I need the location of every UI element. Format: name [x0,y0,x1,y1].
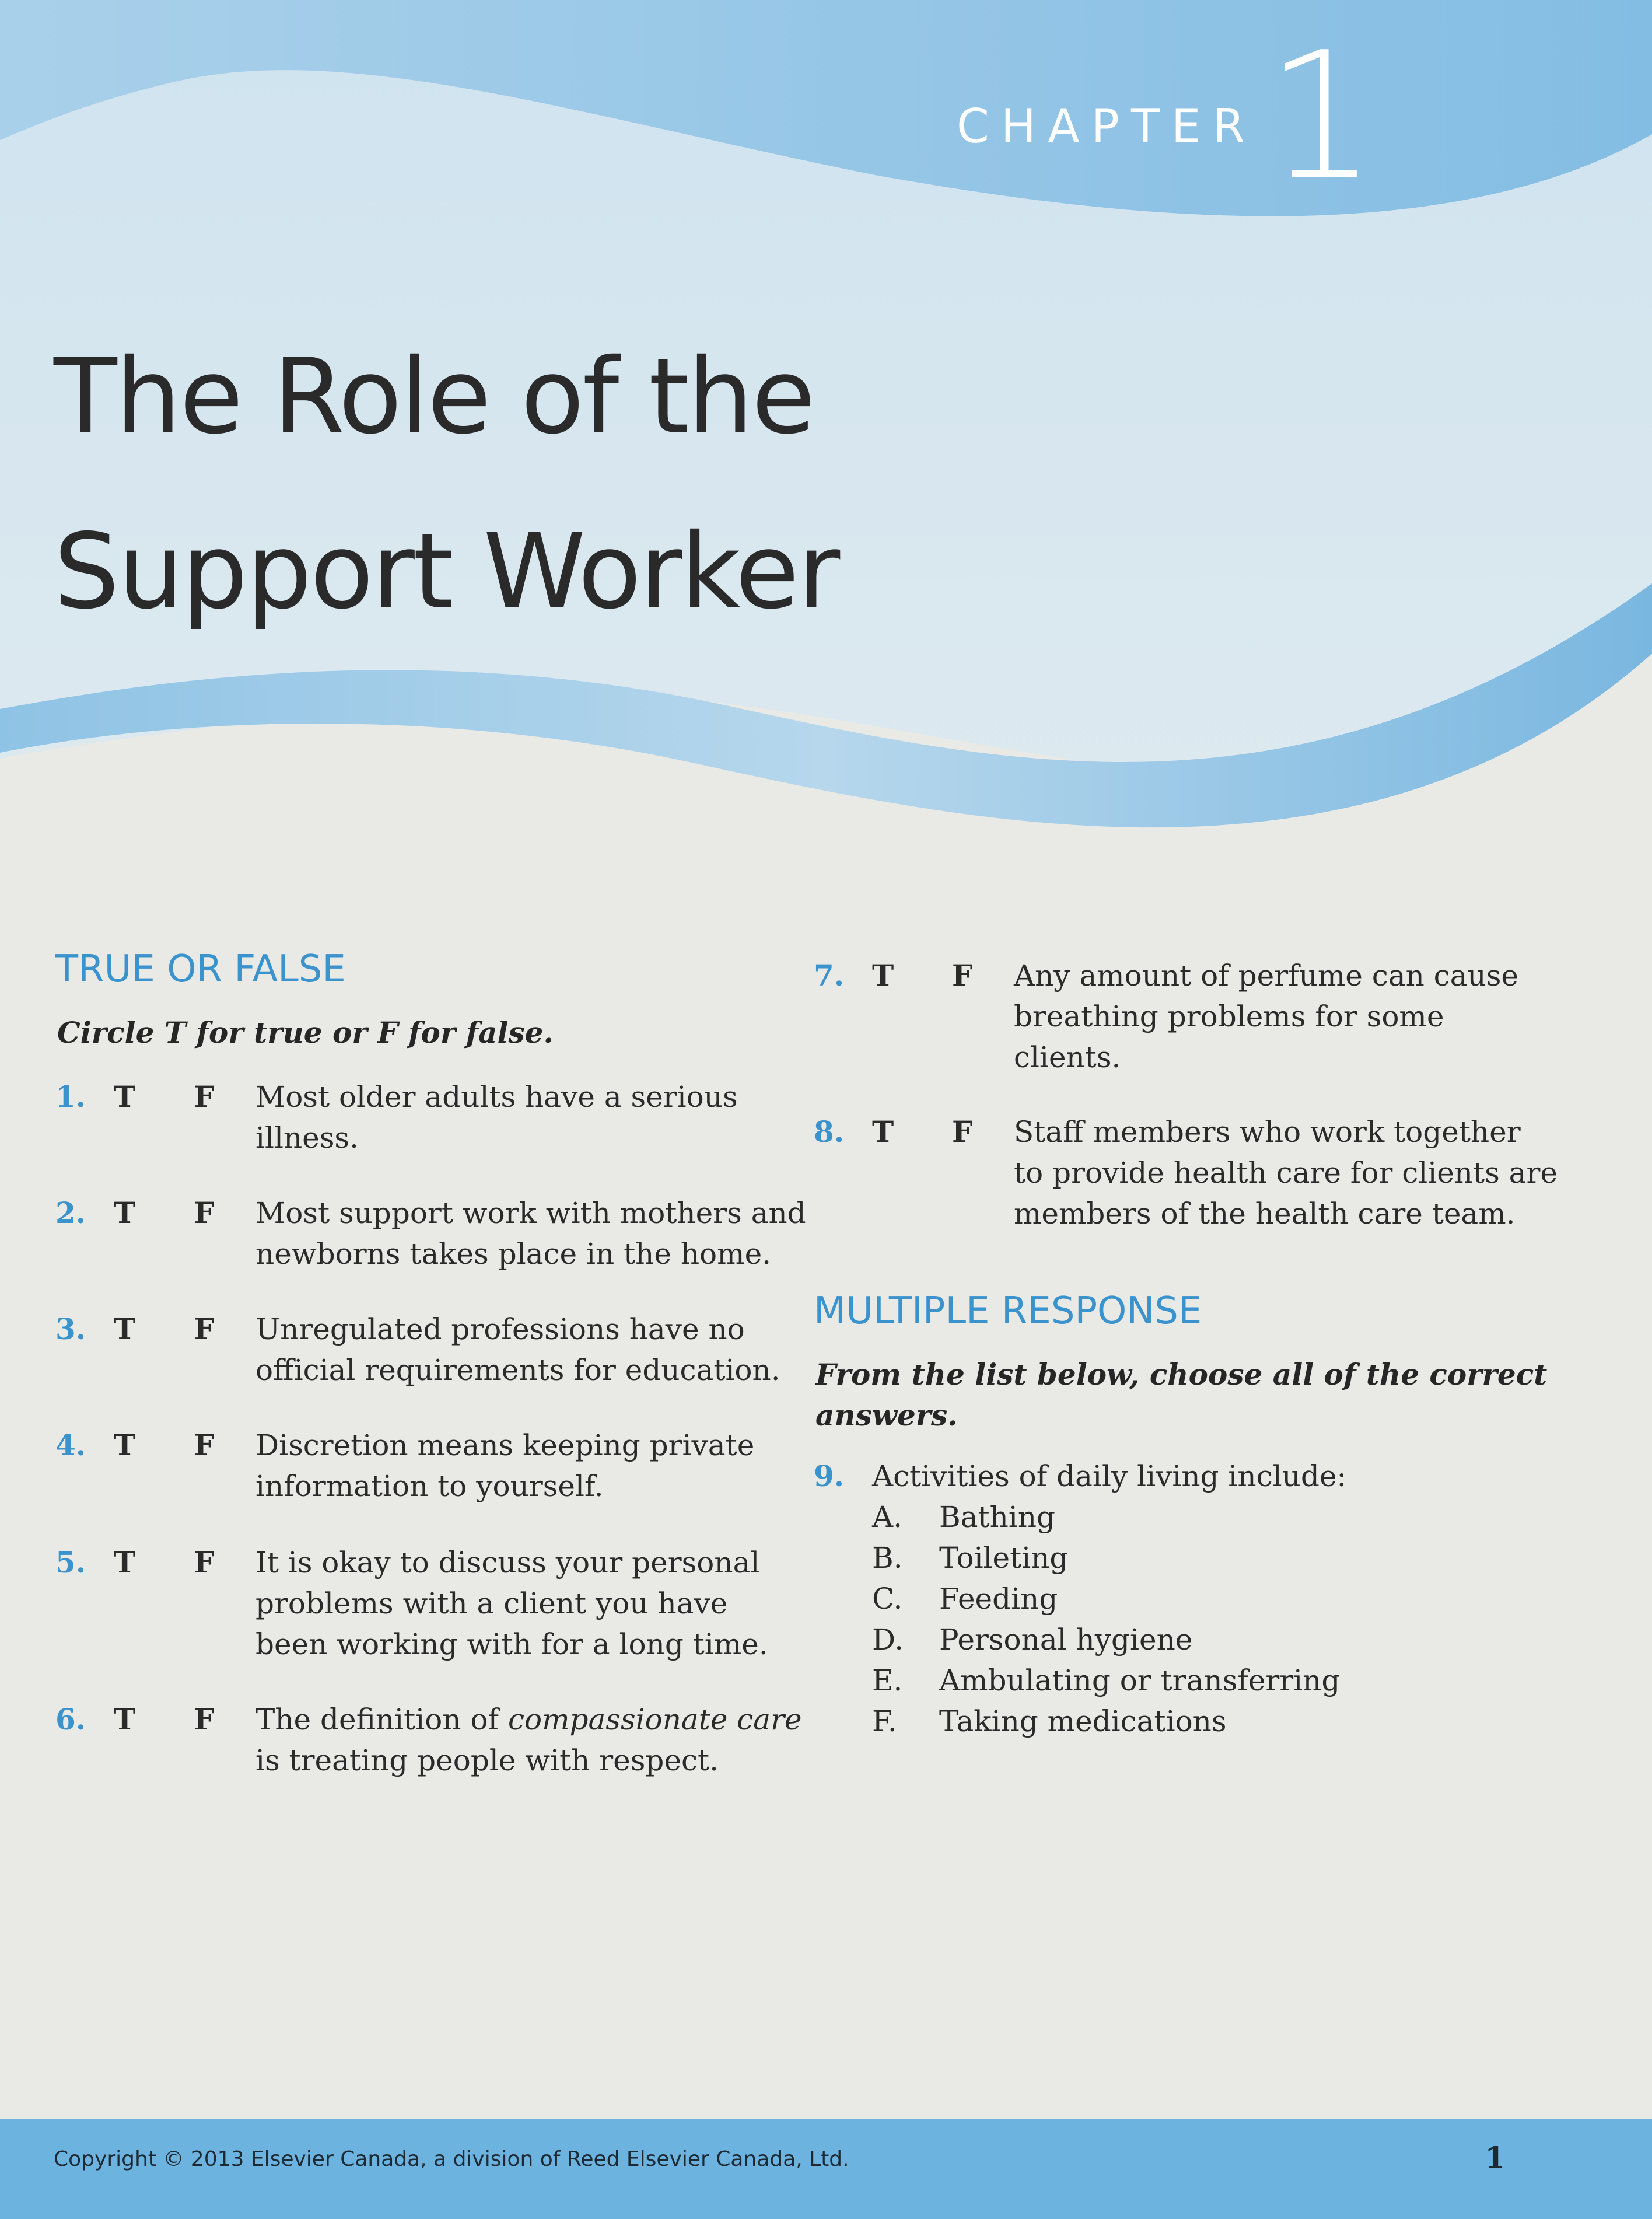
option-letter: B. [872,1541,903,1575]
answer-option[interactable] [872,1497,1055,1537]
option-text: Toileting [939,1541,1069,1575]
question-number: 1. [55,1079,86,1114]
question-text-line: information to yourself. [256,1469,604,1503]
option-letter: C. [872,1582,903,1616]
question-text-line: illness. [256,1121,359,1155]
question-number: 5. [55,1545,86,1579]
true-false-question [55,1193,814,1327]
option-letter: F. [872,1704,897,1738]
multiple-response-instruction-line2: answers. [816,1398,958,1432]
true-false-heading: TRUE OR FALSE [55,948,346,991]
option-text: Ambulating or transferring [939,1664,1340,1697]
true-false-question [55,1542,814,1676]
text-prefix: The definition of [256,1703,508,1736]
false-option[interactable]: F [194,1428,215,1462]
option-text: Bathing [939,1500,1056,1534]
question-text [1014,955,1518,1078]
question-stem: Activities of daily living include: [872,1459,1347,1493]
true-false-question [55,1425,814,1559]
true-option[interactable]: T [114,1196,136,1230]
question-text-line: breathing problems for some [1014,1000,1444,1033]
answer-option[interactable] [872,1660,1340,1701]
question-text [256,1193,806,1274]
question-text-line [256,1699,802,1740]
question-number: 9. [814,1459,845,1493]
option-text: Feeding [939,1582,1058,1616]
copyright-notice: Copyright © 2013 Elsevier Canada, a division of Reed Elsevier Canada, Ltd. [54,2147,849,2171]
question-number: 7. [814,958,845,993]
question-number: 4. [55,1428,86,1462]
true-option[interactable]: T [114,1312,136,1346]
question-number: 2. [55,1196,86,1230]
option-letter: A. [872,1500,903,1534]
question-text [1014,1112,1558,1234]
true-option[interactable]: T [114,1428,136,1462]
question-text [256,1425,754,1507]
true-option[interactable]: T [114,1079,136,1114]
option-text: Taking medications [939,1704,1227,1738]
false-option[interactable]: F [194,1196,215,1230]
true-option[interactable]: T [114,1702,136,1736]
multiple-response-question [814,1456,1630,1748]
option-text: Personal hygiene [939,1623,1193,1657]
emphasized-term: compassionate care [508,1703,802,1736]
true-false-instruction: Circle T for true or F for false. [57,1015,554,1050]
chapter-number: 1 [1266,15,1377,218]
question-text-line: It is okay to discuss your personal [256,1546,760,1579]
false-option[interactable]: F [194,1079,215,1114]
true-false-question [814,1112,1572,1246]
page-number: 1 [1485,2140,1505,2175]
answer-option[interactable] [872,1619,1192,1660]
question-text-line: Staff members who work together [1014,1115,1521,1149]
question-number: 3. [55,1312,86,1346]
question-number: 6. [55,1702,86,1736]
question-text [256,1309,780,1390]
question-text-line: Most older adults have a serious [256,1080,738,1114]
question-number: 8. [814,1114,845,1149]
option-letter: E. [872,1664,903,1697]
question-text-line: Discretion means keeping private [256,1428,755,1462]
chapter-label: CHAPTER [957,99,1256,153]
false-option[interactable]: F [194,1312,215,1346]
answer-option[interactable] [872,1537,1068,1578]
question-text [256,1077,738,1158]
question-text-line: members of the health care team. [1014,1197,1516,1231]
multiple-response-heading: MULTIPLE RESPONSE [814,1290,1202,1333]
false-option[interactable]: F [194,1545,215,1579]
false-option[interactable]: F [194,1702,215,1736]
question-text-line: official requirements for education. [256,1353,780,1387]
true-option[interactable]: T [872,1114,894,1149]
question-text [256,1699,802,1781]
true-false-question [55,1699,814,1833]
true-false-question [814,955,1572,1089]
chapter-title-line2: Support Worker [54,511,839,632]
option-letter: D. [872,1623,904,1657]
question-text-line: clients. [1014,1040,1121,1074]
true-false-question [55,1309,814,1443]
question-text-line: Most support work with mothers and [256,1196,806,1230]
true-false-question [55,1077,814,1211]
question-text [256,1542,768,1665]
question-text-line: is treating people with respect. [256,1743,719,1777]
multiple-response-instruction-line1: From the list below, choose all of the correct [816,1357,1548,1392]
answer-option[interactable] [872,1578,1058,1619]
question-text-line: Any amount of perfume can cause [1014,959,1518,993]
chapter-title-line1: The Role of the [54,336,814,457]
true-option[interactable]: T [872,958,894,993]
chapter-title [54,309,838,659]
question-text-line: been working with for a long time. [256,1627,768,1661]
question-text-line: Unregulated professions have no [256,1312,745,1346]
false-option[interactable]: F [952,1114,973,1149]
question-text-line: problems with a client you have [256,1587,728,1620]
false-option[interactable]: F [952,958,973,993]
true-option[interactable]: T [114,1545,136,1579]
question-text-line: newborns takes place in the home. [256,1237,772,1271]
question-text-line: to provide health care for clients are [1014,1156,1558,1190]
answer-option[interactable] [872,1701,1227,1742]
